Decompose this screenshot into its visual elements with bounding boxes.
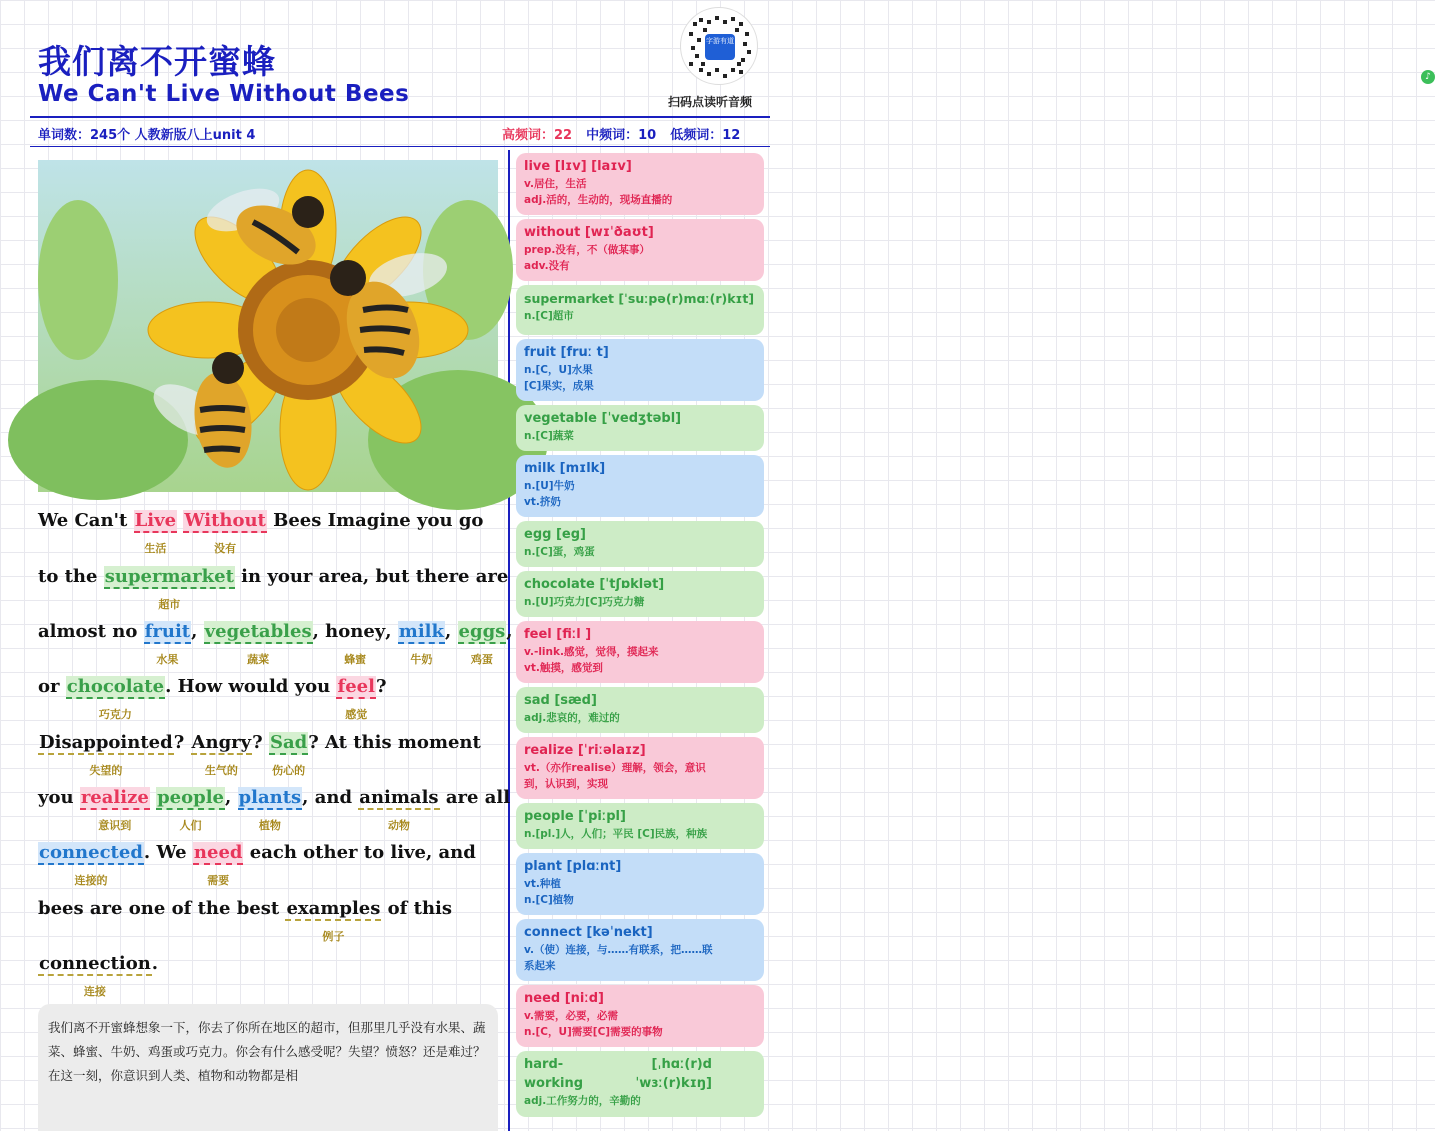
keyword-disappointed[interactable]: Disappointed 失望的 — [39, 732, 173, 777]
vocab-definition: v.居住，生活 — [524, 178, 587, 190]
vocab-headword: connect [kəˈnekt] — [524, 925, 653, 940]
gloss: 巧克力 — [98, 708, 132, 721]
vocab-definition: vt.触摸，感觉到 — [524, 662, 603, 674]
passage-line — [38, 953, 158, 1009]
meta-divider — [30, 146, 770, 147]
keyword-realize[interactable]: realize 意识到 — [80, 787, 149, 832]
vocab-headword: milk [mɪlk] — [524, 461, 606, 476]
vocab-headword: feel [fiːl ] — [524, 627, 592, 642]
passage-text: , — [224, 787, 238, 808]
vocab-card[interactable] — [516, 571, 764, 617]
gloss: 需要 — [207, 874, 230, 887]
scan-label: 扫码点读听音频 — [668, 95, 753, 109]
vocab-definition: prep.没有，不（做某事） — [524, 244, 650, 256]
keyword-vegetables[interactable]: vegetables 蔬菜 — [204, 621, 312, 666]
page-title-en: We Can't Live Without Bees — [38, 81, 410, 107]
passage-line — [38, 676, 387, 732]
vocab-card[interactable] — [516, 285, 764, 335]
keyword-plants[interactable]: plants 植物 — [238, 787, 302, 832]
passage-text: bees are one of the best — [38, 898, 286, 919]
gloss: 生活 — [144, 542, 167, 555]
passage-line — [38, 621, 513, 677]
gloss: 没有 — [214, 542, 237, 555]
music-note-icon: ♪ — [1421, 70, 1435, 84]
keyword-eggs[interactable]: eggs 鸡蛋 — [458, 621, 506, 666]
passage-text: . — [151, 953, 159, 974]
keyword-sad[interactable]: Sad 伤心的 — [269, 732, 308, 777]
passage-text: ? — [375, 676, 387, 697]
vocab-card[interactable] — [516, 339, 764, 401]
vocab-headword: chocolate [ˈtʃɒklət] — [524, 577, 665, 592]
qr-code[interactable] — [680, 7, 1431, 85]
vocab-definition: n.[pl.]人，人们；平民 [C]民族，种族 — [524, 828, 708, 840]
bees-sunflower-illustration — [38, 160, 498, 492]
gloss: 感觉 — [345, 708, 368, 721]
vocab-card[interactable] — [516, 853, 764, 915]
frequency-stats — [502, 124, 740, 143]
gloss: 失望的 — [89, 764, 123, 777]
keyword-examples[interactable]: examples 例子 — [286, 898, 381, 943]
passage-text: , and — [302, 787, 359, 808]
gloss: 鸡蛋 — [470, 653, 493, 666]
keyword-live[interactable]: Live 生活 — [134, 510, 177, 555]
vocab-definition: v.（使）连接，与……有联系，把……联 — [524, 944, 713, 956]
vocab-headword: hard- [ˌhɑː(r)d — [524, 1057, 712, 1072]
passage-text: or — [38, 676, 66, 697]
passage-line — [38, 510, 483, 566]
gloss: 伤心的 — [272, 764, 306, 777]
vocab-headword: live [lɪv] [laɪv] — [524, 159, 632, 174]
vocab-headword: plant [plɑːnt] — [524, 859, 622, 874]
keyword-need[interactable]: need 需要 — [193, 842, 243, 887]
passage-text: ? — [173, 732, 191, 753]
vocab-card[interactable] — [516, 153, 764, 215]
gloss: 蜂蜜 — [344, 653, 367, 666]
gloss: 植物 — [258, 819, 281, 832]
keyword-fruit[interactable]: fruit 水果 — [144, 621, 191, 666]
passage-text: Bees Imagine you go — [266, 510, 484, 531]
passage-text: in your area, but there are — [234, 566, 509, 587]
vocab-headword: supermarket [ˈsuːpə(r)mɑː(r)kɪt] — [524, 291, 755, 306]
vocab-headword: working ˈwɜː(r)kɪŋ] — [524, 1076, 712, 1091]
vocab-definition: n.[C，U]需要[C]需要的事物 — [524, 1026, 663, 1038]
vocab-card[interactable] — [516, 405, 764, 451]
passage-text: ? At this moment — [308, 732, 481, 753]
vocab-card[interactable] — [516, 219, 764, 281]
passage-text: . How would you — [165, 676, 337, 697]
vocab-headword: vegetable [ˈvedʒtəbl] — [524, 411, 682, 426]
low-frequency-count: 低频词：12 — [670, 128, 741, 143]
vocab-definition: v.需要，必要，必需 — [524, 1010, 618, 1022]
passage-text: are all — [439, 787, 511, 808]
passage-line — [38, 898, 452, 954]
gloss: 连接的 — [74, 874, 108, 887]
keyword-animals[interactable]: animals 动物 — [359, 787, 439, 832]
passage-line — [38, 566, 508, 622]
vocab-definition: n.[U]巧克力[C]巧克力糖 — [524, 596, 645, 608]
gloss: 蔬菜 — [247, 653, 270, 666]
vocab-definition: n.[C]植物 — [524, 894, 574, 906]
vocab-definition: vt.种植 — [524, 878, 561, 890]
vocab-card[interactable] — [516, 919, 764, 981]
high-frequency-count: 高频词：22 — [502, 128, 573, 143]
vocab-definition: vt.挤奶 — [524, 496, 561, 508]
keyword-without[interactable]: Without 没有 — [184, 510, 266, 555]
mid-frequency-count: 中频词：10 — [586, 128, 657, 143]
vocab-definition: adj.悲哀的，难过的 — [524, 712, 620, 724]
vocab-headword: people [ˈpiːpl] — [524, 809, 626, 824]
vocab-headword: realize [ˈriːəlaɪz] — [524, 743, 646, 758]
gloss: 人们 — [179, 819, 202, 832]
passage-line — [38, 732, 481, 788]
keyword-connection[interactable]: connection 连接 — [39, 953, 151, 998]
vocab-headword: need [niːd] — [524, 991, 604, 1006]
header-divider — [30, 116, 770, 118]
vocab-definition: n.[U]牛奶 — [524, 480, 575, 492]
passage-text: , — [312, 621, 326, 642]
passage-text: you — [38, 787, 80, 808]
vocab-card[interactable] — [516, 985, 764, 1047]
keyword-angry[interactable]: Angry 生气的 — [191, 732, 252, 777]
chinese-translation: 我们离不开蜜蜂想象一下，你去了你所在地区的超市，但那里几乎没有水果、蔬菜、蜂蜜、牛奶、鸡蛋或巧克力。你会有什么感受呢？失望？愤怒？还是难过？在这一刻，你意识到人类、植物和动物都是相 — [38, 1004, 498, 1131]
passage-text: each other to live, and — [243, 842, 476, 863]
passage-line — [38, 842, 476, 898]
vocab-headword: sad [sæd] — [524, 693, 597, 708]
vocab-definition: vt.（亦作realise）理解，领会，意识 — [524, 762, 706, 774]
vocab-card[interactable] — [516, 737, 764, 799]
vocab-definition: adj.工作努力的，辛勤的 — [524, 1095, 641, 1107]
passage-line — [38, 787, 510, 843]
vocab-definition: adv.没有 — [524, 260, 570, 272]
passage-text: , — [444, 621, 458, 642]
keyword-people[interactable]: people 人们 — [157, 787, 224, 832]
vocab-card[interactable] — [516, 687, 764, 733]
vocab-definition: v.-link.感觉，觉得，摸起来 — [524, 646, 659, 658]
gloss: 生气的 — [204, 764, 238, 777]
gloss: 牛奶 — [410, 653, 433, 666]
passage-text: , — [385, 621, 398, 642]
passage-text: to the — [38, 566, 104, 587]
gloss: 动物 — [387, 819, 410, 832]
keyword-connected[interactable]: connected 连接的 — [39, 842, 143, 887]
word-count: 单词数：245个 人教新版八上unit 4 — [38, 128, 256, 143]
vocab-headword: without [wɪˈðaʊt] — [524, 225, 654, 240]
gloss: 例子 — [322, 930, 345, 943]
vocab-definition: n.[C，U]水果 — [524, 364, 593, 376]
passage-text: of this — [381, 898, 453, 919]
passage-text: , — [191, 621, 204, 642]
vocab-definition: [C]果实，成果 — [524, 380, 594, 392]
passage-text: almost no — [38, 621, 144, 642]
gloss: 超市 — [158, 598, 181, 611]
vocab-headword: fruit [fruː t] — [524, 345, 609, 360]
passage-text: We Can't — [38, 510, 134, 531]
gloss: 水果 — [156, 653, 179, 666]
vocab-card[interactable] — [516, 455, 764, 517]
passage-text: , — [506, 621, 513, 642]
passage-text: . We — [143, 842, 193, 863]
vocab-definition: 到，认识到，实现 — [524, 778, 608, 790]
gloss: 连接 — [83, 985, 106, 998]
keyword-supermarket[interactable]: supermarket 超市 — [104, 566, 234, 611]
keyword-milk[interactable]: milk 牛奶 — [398, 621, 444, 666]
passage-text: ? — [252, 732, 269, 753]
vocab-headword: egg [eg] — [524, 527, 586, 542]
keyword-chocolate[interactable]: chocolate 巧克力 — [66, 676, 165, 721]
keyword-honey[interactable]: honey 蜂蜜 — [325, 621, 386, 666]
keyword-feel[interactable]: feel 感觉 — [337, 676, 375, 721]
vocab-definition: n.[C]蔬菜 — [524, 430, 574, 442]
vocab-card[interactable] — [516, 621, 764, 683]
vocab-definition: 系起来 — [524, 960, 556, 972]
vocab-definition: n.[C]蛋，鸡蛋 — [524, 546, 595, 558]
page-title-cn: 我们离不开蜜蜂 — [38, 42, 276, 81]
vocab-definition: adj.活的，生动的，现场直播的 — [524, 194, 673, 206]
vocab-card[interactable] — [516, 521, 764, 567]
gloss: 意识到 — [98, 819, 132, 832]
qr-badge: 字游有道 — [705, 34, 735, 60]
vocab-definition: n.[C]超市 — [524, 310, 574, 322]
vocab-card[interactable] — [516, 1051, 764, 1117]
vocab-card[interactable] — [516, 803, 764, 849]
